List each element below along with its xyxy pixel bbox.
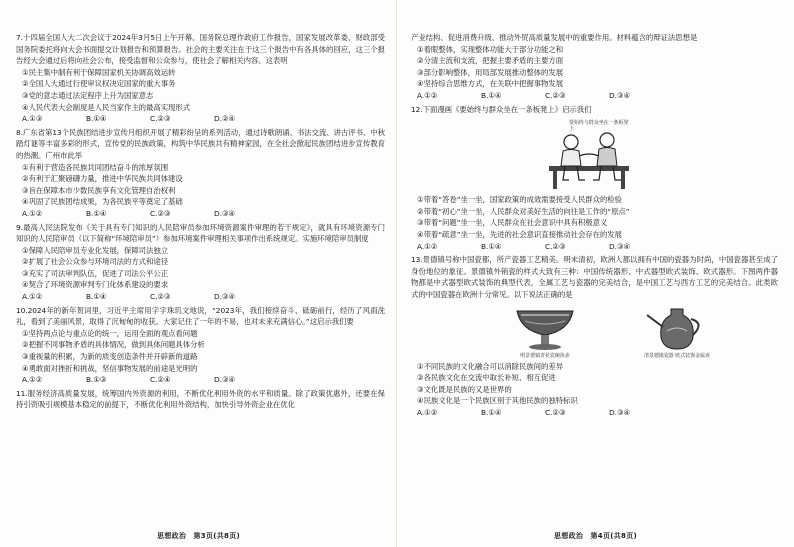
question-13 <box>411 254 778 418</box>
question-stem: 产业结构、促进消费升级、推动外贸高质量发展中的重要作用。材料蕴含的辩证法思想是 <box>411 33 698 42</box>
option-3: ③充实了司法审判队伍，促进了司法公平公正 <box>22 268 169 278</box>
option-2: ②各民族文化在交流中取长补短、相互促进 <box>417 373 556 383</box>
answer-d: D.③④ <box>609 407 631 417</box>
page-footer: 思想政治 第3页(共8页) <box>156 532 241 540</box>
answer-choices <box>16 208 385 220</box>
answer-choices <box>16 113 385 125</box>
answer-a: A.①② <box>417 241 438 251</box>
answer-b: B.①④ <box>481 90 502 100</box>
answer-a: A.①② <box>22 208 43 218</box>
ewer-caption: 清景德镇瓷器 欧式装饰金属壶 <box>644 352 710 359</box>
question-7 <box>16 32 385 125</box>
option-4: ④契合了环境资源审判专门化体系建设的要求 <box>22 280 169 290</box>
question-stem: 10.2024年的新年贺词里，习近平主席用字字珠玑文地说，“2023年，我们接续奋斗、砥砺前行，经历了风雨洗礼，看到了美丽风景，取得了沉甸甸的收获。大家记住了一年的不易，也对未来充满信心。”这启示我们要 <box>16 305 385 327</box>
question-stem: 9.最高人民法院发布《关于具有专门知识的人民陪审员参加环境资源案件审理的若干规定》，就具有环境资源专门知识的人民陪审员（以下简称“环境陪审员”）参加环境案件审理相关事项作出系统规定。实施环境陪审员制度 <box>16 222 385 244</box>
question-stem: 13.景德镇号称中国瓷都，所产瓷器工艺精美。明末清初，欧洲人都以拥有中国的瓷器为时尚，中国瓷器甚至成了身份地位的象征。景德镇外销瓷的样式大致有三种：中国传统器形、中式器型欧式装饰、欧式器形。下图两件器物都是中式器型欧式装饰的典型代表，全属工艺与瓷器的完美结合，是中国工艺与西方工艺的完美结合。此类欧式的中国瓷器在欧洲十分常见。以下说法正确的是 <box>411 255 778 299</box>
option-4: ④民族文化是一个民族区别于其他民族的独特标识 <box>417 396 578 406</box>
question-8 <box>16 127 385 220</box>
answer-a: A.①③ <box>22 114 43 124</box>
option-1: ①不同民族的文化融合可以消除民族间的差异 <box>417 361 564 371</box>
option-1: ①有利于营造各民族共同团结奋斗的浓厚氛围 <box>22 162 169 172</box>
porcelain-bowl-figure <box>497 305 593 359</box>
question-10 <box>16 305 385 386</box>
answer-c: C.②③ <box>150 292 171 302</box>
question-stem: 12.下面漫画《要始终与群众坐在一条板凳上》启示我们 <box>411 104 592 114</box>
answer-choices <box>411 407 778 419</box>
left-column <box>16 32 385 411</box>
question-12 <box>411 104 778 253</box>
option-3: ③文化既是民族的又是世界的 <box>417 384 512 394</box>
answer-a: A.①② <box>22 375 43 385</box>
answer-c: C.②③ <box>545 241 566 251</box>
answer-d: D.③④ <box>214 208 236 218</box>
option-4: ④人民代表大会制度是人民当家作主的最高实现形式 <box>22 102 191 112</box>
question-stem: 7.十四届全国人大二次会议于2024年3月5日上午开幕。国务院总理作政府工作报告，国家发展改革委、财政部受国务院委托将向大会书面提交计划报告和预算报告。社会的主要关注在于这三个报告中有各具体的回应，这三个报告经大会通过后将向社会公布，接受监督和公众参与，使社会了解相关内容。这表明 <box>16 33 385 66</box>
option-1: ①民主集中制有利于保障国家机关协调高效运转 <box>22 67 176 77</box>
answer-a: A.①② <box>417 90 438 100</box>
option-1: ①带着“答卷”坐一坐，国家政策的成效需要接受人民群众的检验 <box>417 195 622 205</box>
answer-c: C.②③ <box>150 114 171 124</box>
option-3: ③党的意志通过法定程序上升为国家意志 <box>22 90 154 100</box>
answer-choices <box>16 374 385 386</box>
cartoon-illustration <box>539 118 639 192</box>
right-page <box>397 0 794 547</box>
question-stem: 8.广东省第13个民族团结进步宣传月组织开展了精彩纷呈的系列活动，通过诗歌朗诵、书法交流、讲古评书、中秋踏灯谜等丰富多彩的形式，宣传党的民族政策，构筑中华民族共有精神家园，在全社会掀起民族团结进步宣传教育的热潮。广州市此举 <box>16 127 385 160</box>
answer-c: C.②④ <box>150 375 171 385</box>
option-2: ②全国人大通过行使审议权决定国家的重大事务 <box>22 79 176 89</box>
answer-d: D.③④ <box>214 292 236 302</box>
answer-c: C.②③ <box>150 208 171 218</box>
answer-b: B.①③ <box>86 375 107 385</box>
option-2: ②分清主流和支流，把握主要矛盾的主要方面 <box>417 56 564 66</box>
answer-b: B.①④ <box>86 208 107 218</box>
option-4: ④勇敢面对挫折和挑战，坚信事物发展的前途是光明的 <box>22 363 198 373</box>
option-2: ②把握不同事物矛盾的具体情况，做到具体问题具体分析 <box>22 340 205 350</box>
right-column <box>411 32 778 418</box>
option-4: ④带着“疏意”坐一坐，先进的社会意识直接推动社会存在的发展 <box>417 229 622 239</box>
answer-d: D.③④ <box>214 375 236 385</box>
answer-c: C.②③ <box>545 90 566 100</box>
answer-c: C.②③ <box>545 407 566 417</box>
option-3: ③重视量的积累，为新的质变创造条件并开辟新的道路 <box>22 352 198 362</box>
option-3: ③旨在保障本市少数民族享有文化管理自治权利 <box>22 185 176 195</box>
page-footer: 思想政治 第4页(共8页) <box>553 532 638 540</box>
option-2: ②带着“初心”坐一坐，人民群众对美好生活的向往是工作的“原点” <box>417 206 630 216</box>
porcelain-ewer-figure <box>629 305 725 359</box>
option-1: ①着眼整体，实现整体功能大于部分功能之和 <box>417 44 564 54</box>
question-11-continued <box>411 32 778 102</box>
question-9 <box>16 222 385 303</box>
answer-d: D.③④ <box>609 241 631 251</box>
porcelain-images <box>497 305 778 359</box>
option-1: ①坚持两点论与重点论的统一，运用全面的观点看问题 <box>22 328 198 338</box>
option-3: ③带着“问题”坐一坐，人民群众在社会意识中具有积极意义 <box>417 218 608 228</box>
question-stem: 11.服务经济高质量发展，统筹国内外资源的利用，不断优化利用外资的水平和质量。除了政策优惠外，还要在保持引资吸引规模基本稳定的前提下，不断优化利用外资结构，加快引导外资企业在优化 <box>16 388 385 410</box>
answer-d: D.③④ <box>609 90 631 100</box>
option-4: ④坚持综合思维方式，在关联中把握事物发展 <box>417 79 564 89</box>
option-2: ②有利于汇聚磅礴力量，推进中华民族共同体建设 <box>22 174 183 184</box>
answer-a: A.①② <box>417 407 438 417</box>
option-2: ②扩展了社会公众参与环境司法的方式和途径 <box>22 257 169 267</box>
answer-b: B.①④ <box>86 292 107 302</box>
option-1: ①保障人民陪审员专业化发展，保障司法独立 <box>22 245 169 255</box>
answer-b: B.①④ <box>481 241 502 251</box>
answer-b: B.①④ <box>481 407 502 417</box>
answer-choices <box>16 291 385 303</box>
question-11 <box>16 388 385 411</box>
option-4: ④巩固了民族团结成果，为各民族平等奠定了基础 <box>22 197 183 207</box>
option-3: ③部分影响整体，用局部发展推动整体的发展 <box>417 67 564 77</box>
answer-choices <box>411 241 778 253</box>
answer-b: B.①④ <box>86 114 107 124</box>
porcelain-ewer-image <box>629 305 725 353</box>
answer-d: D.②④ <box>214 114 236 124</box>
porcelain-bowl-image <box>497 305 593 353</box>
cartoon-caption: 要始终与群众坐在一条板凳上 <box>569 120 629 133</box>
answer-a: A.①② <box>22 292 43 302</box>
bowl-caption: 明景德镇青花瓷碗执壶 <box>520 352 570 359</box>
answer-choices <box>411 90 778 102</box>
